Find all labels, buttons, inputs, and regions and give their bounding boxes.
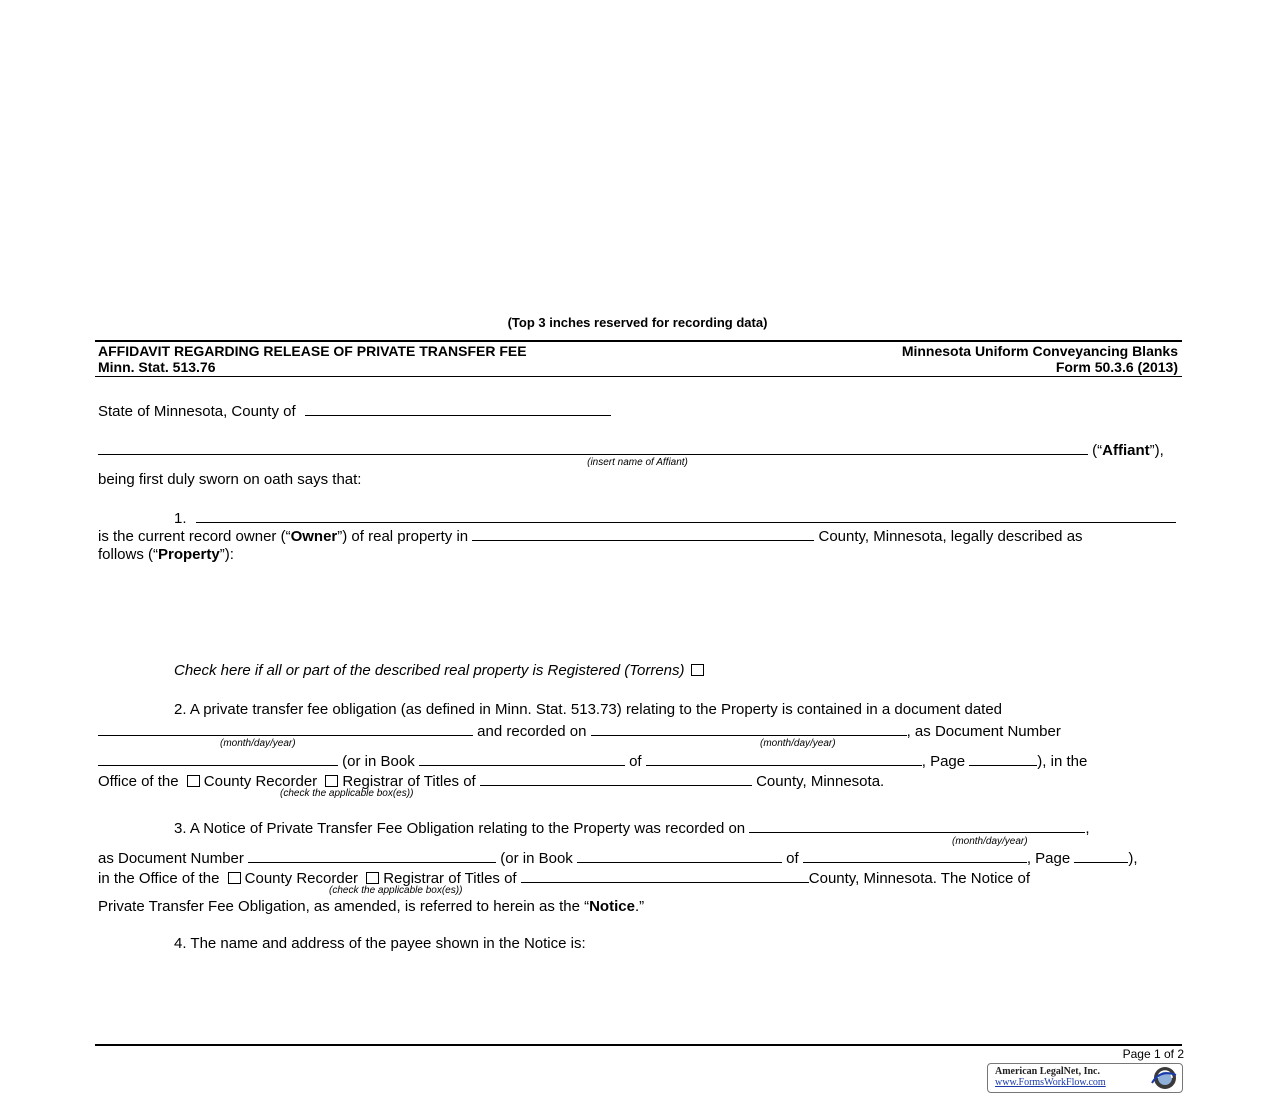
form-series: Minnesota Uniform Conveyancing Blanks bbox=[901, 343, 1178, 359]
p3-of-field[interactable] bbox=[803, 848, 1027, 863]
p3-line3 bbox=[98, 868, 1030, 888]
document-number-label: , as Document Number bbox=[906, 723, 1061, 740]
of-label: of bbox=[629, 753, 642, 770]
p3-page-field[interactable] bbox=[1074, 848, 1128, 863]
p2-registrar-checkbox[interactable] bbox=[325, 775, 338, 787]
date-caption-1: (month/day/year) bbox=[220, 738, 296, 749]
p3-book-field[interactable] bbox=[577, 848, 782, 863]
footer-rule bbox=[95, 1044, 1182, 1046]
torrens-text: Check here if all or part of the described real property is Registered (Torrens) bbox=[174, 662, 685, 679]
p3-county-recorder-checkbox[interactable] bbox=[228, 872, 241, 884]
property-county-field[interactable] bbox=[472, 526, 814, 541]
venue-line bbox=[98, 401, 611, 421]
p3-as-document-number-label: as Document Number bbox=[98, 850, 244, 867]
p1-line3 bbox=[98, 546, 234, 564]
form-statute: Minn. Stat. 513.76 bbox=[98, 359, 216, 375]
p3-last-text-a: Private Transfer Fee Obligation, as amended, is referred to herein as the “ bbox=[98, 898, 590, 915]
p2-page-field[interactable] bbox=[969, 751, 1037, 766]
p1-number: 1. bbox=[174, 510, 187, 527]
form-title: AFFIDAVIT REGARDING RELEASE OF PRIVATE TRANSFER FEE bbox=[98, 343, 527, 359]
logo-url[interactable]: www.FormsWorkFlow.com bbox=[995, 1077, 1106, 1088]
p3-close: ), bbox=[1128, 850, 1138, 867]
p2-line4 bbox=[98, 771, 884, 791]
header-top-rule bbox=[95, 340, 1182, 342]
notice-term: Notice bbox=[589, 898, 635, 915]
torrens-checkbox[interactable] bbox=[691, 664, 704, 676]
p3-check-caption: (check the applicable box(es)) bbox=[329, 885, 463, 896]
p2-document-number-field[interactable] bbox=[98, 751, 338, 766]
owner-term: Owner bbox=[290, 528, 338, 545]
globe-icon bbox=[1148, 1065, 1180, 1091]
p3-registrar-county-field[interactable] bbox=[521, 868, 809, 883]
p3-or-in-book-label: (or in Book bbox=[500, 850, 573, 867]
or-in-book-label: (or in Book bbox=[342, 753, 415, 770]
p3-registrar-checkbox[interactable] bbox=[366, 872, 379, 884]
p2-book-field[interactable] bbox=[419, 751, 625, 766]
p3-comma: , bbox=[1085, 820, 1090, 837]
p2-of-field[interactable] bbox=[646, 751, 922, 766]
p3-county-tail: County, Minnesota. The Notice of bbox=[808, 870, 1030, 887]
property-term: Property bbox=[158, 546, 220, 563]
p3-in-office-label: in the Office of the bbox=[98, 870, 220, 887]
sworn-text: being first duly sworn on oath says that: bbox=[98, 471, 362, 488]
recording-reserve-note: (Top 3 inches reserved for recording data) bbox=[507, 315, 768, 330]
p2-line3 bbox=[98, 751, 1087, 771]
p3-document-number-field[interactable] bbox=[248, 848, 496, 863]
office-of-the-label: Office of the bbox=[98, 773, 179, 790]
venue-label: State of Minnesota, County of bbox=[98, 403, 296, 420]
p1-text-d: follows (“ bbox=[98, 546, 159, 563]
p1-text-a: is the current record owner (“ bbox=[98, 528, 291, 545]
p3-county-recorder-label: County Recorder bbox=[244, 870, 359, 887]
county-recorder-label: County Recorder bbox=[203, 773, 318, 790]
p3-line1 bbox=[174, 818, 1089, 838]
torrens-line bbox=[174, 662, 708, 680]
p3-registrar-label: Registrar of Titles of bbox=[383, 870, 517, 887]
affiant-name-field[interactable] bbox=[98, 440, 1088, 455]
affiant-term: Affiant bbox=[1102, 442, 1150, 459]
county-minnesota-label: County, Minnesota. bbox=[756, 773, 885, 790]
american-legalnet-logo[interactable] bbox=[987, 1063, 1183, 1093]
p2-registrar-county-field[interactable] bbox=[480, 771, 752, 786]
affiant-close: ”), bbox=[1149, 442, 1164, 459]
p1-line2 bbox=[98, 526, 1083, 546]
p3-page-label: , Page bbox=[1026, 850, 1071, 867]
p3-line4 bbox=[98, 898, 644, 916]
p2-line1: 2. A private transfer fee obligation (as defined in Minn. Stat. 513.73) relating to the Property is contained in a document dated bbox=[174, 701, 1003, 718]
p2-county-recorder-checkbox[interactable] bbox=[187, 775, 200, 787]
document-date-field[interactable] bbox=[98, 721, 473, 736]
p3-text: 3. A Notice of Private Transfer Fee Obligation relating to the Property was recorded on bbox=[174, 820, 746, 837]
p2-check-caption: (check the applicable box(es)) bbox=[280, 788, 414, 799]
county-field[interactable] bbox=[305, 401, 611, 416]
page-number: Page 1 of 2 bbox=[1122, 1047, 1184, 1061]
form-number: Form 50.3.6 (2013) bbox=[1055, 359, 1178, 375]
p3-last-text-b: .” bbox=[634, 898, 645, 915]
recorded-on-label: and recorded on bbox=[477, 723, 587, 740]
affiant-open: (“ bbox=[1092, 442, 1103, 459]
p4-text: 4. The name and address of the payee shown in the Notice is: bbox=[174, 935, 586, 952]
p1-text-c: County, Minnesota, legally described as bbox=[818, 528, 1083, 545]
date-caption-2: (month/day/year) bbox=[760, 738, 836, 749]
p1-text-e: ”): bbox=[219, 546, 234, 563]
registrar-label: Registrar of Titles of bbox=[342, 773, 476, 790]
owner-name-field[interactable] bbox=[196, 508, 1176, 523]
in-the-label: ), in the bbox=[1037, 753, 1088, 770]
affiant-caption: (insert name of Affiant) bbox=[587, 457, 688, 468]
p3-date-caption: (month/day/year) bbox=[952, 836, 1028, 847]
logo-company-name: American LegalNet, Inc. bbox=[995, 1066, 1100, 1077]
p3-line2 bbox=[98, 848, 1138, 868]
p3-notice-date-field[interactable] bbox=[749, 818, 1085, 833]
p1-text-b: ”) of real property in bbox=[337, 528, 469, 545]
p1-number-line bbox=[174, 508, 1176, 528]
p3-of-label: of bbox=[786, 850, 799, 867]
page-label: , Page bbox=[921, 753, 966, 770]
header-bottom-rule bbox=[95, 376, 1182, 377]
recorded-date-field[interactable] bbox=[591, 721, 907, 736]
